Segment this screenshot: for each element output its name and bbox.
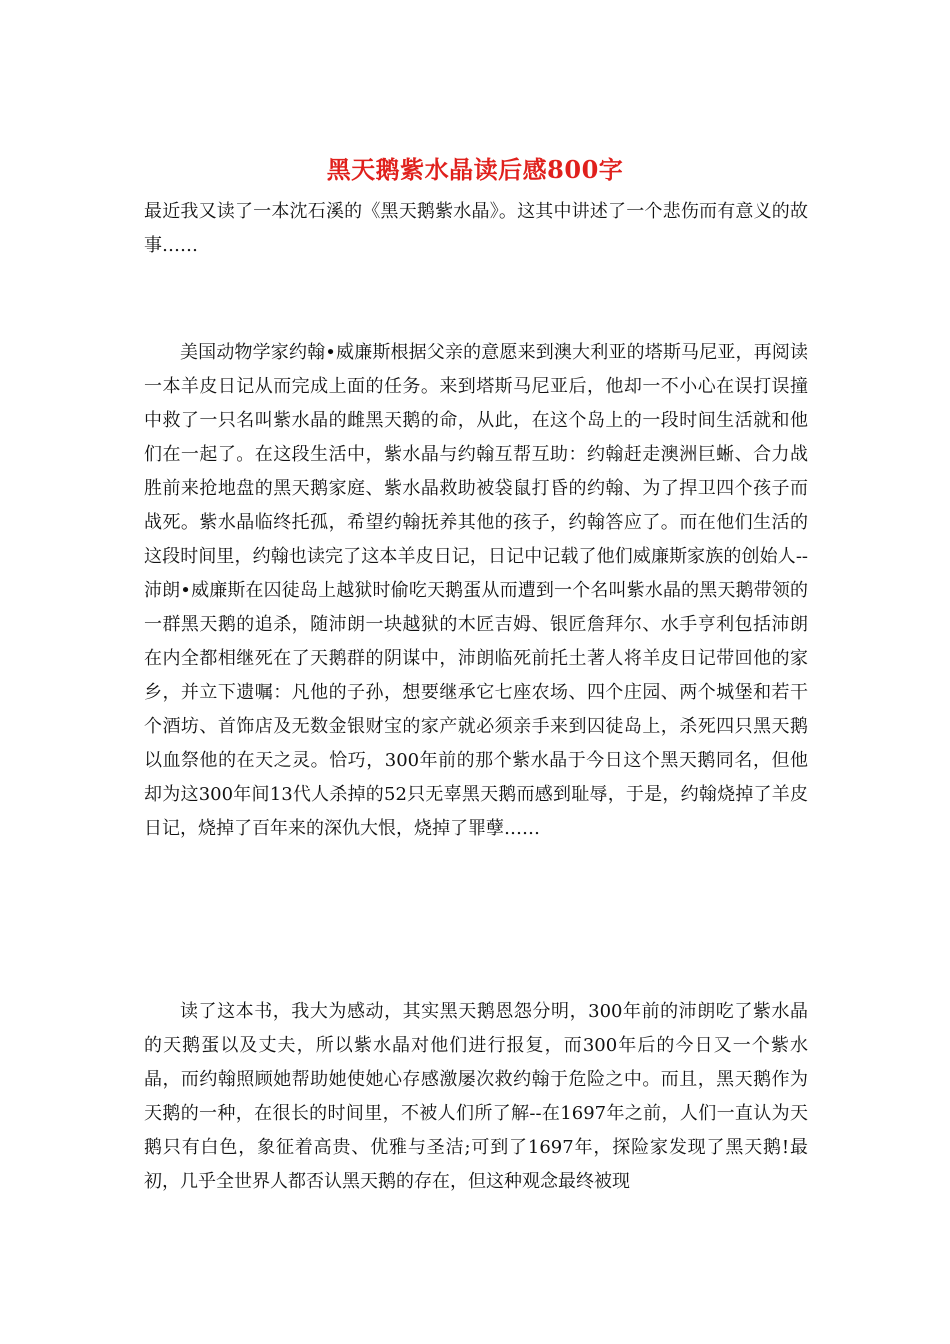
document-title: 黑天鹅紫水晶读后感800字 [326, 155, 624, 184]
intro-paragraph: 最近我又读了一本沈石溪的《黑天鹅紫水晶》。这其中讲述了一个悲伤而有意义的故事…… [144, 201, 808, 256]
summary-paragraph: 美国动物学家约翰•威廉斯根据父亲的意愿来到澳大利亚的塔斯马尼亚，再阅读一本羊皮日记从而完成上面的任务。来到塔斯马尼亚后，他却一不小心在误打误撞中救了一只名叫紫水晶的雌黑天鹅的命，从此，在这个岛上的一段时间生活就和他们在一起了。在这段生活中，紫水晶与约翰互帮互助：约翰赶走澳洲巨蜥、合力战胜前来抢地盘的黑天鹅家庭、紫水晶救助被袋鼠打昏的约翰、为了捍卫四个孩子而战死。紫水晶临终托孤，希望约翰抚养其他的孩子，约翰答应了。而在他们生活的这段时间里，约翰也读完了这本羊皮日记，日记中记载了他们威廉斯家族的创始人--沛朗•威廉斯在囚徒岛上越狱时偷吃天鹅蛋从而遭到一个名叫紫水晶的黑天鹅带领的一群黑天鹅的追杀，随沛朗一块越狱的木匠吉姆、银匠詹拜尔、水手亨利包括沛朗在内全都相继死在了天鹅群的阴谋中，沛朗临死前托土著人将羊皮日记带回他的家乡，并立下遗嘱：凡他的子孙，想要继承它七座农场、四个庄园、两个城堡和若干个酒坊、首饰店及无数金银财宝的家产就必须亲手来到囚徒岛上，杀死四只黑天鹅以血祭他的在天之灵。恰巧，300年前的那个紫水晶于今日这个黑天鹅同名，但他却为这300年间13代人杀掉的52只无辜黑天鹅而感到耻辱，于是，约翰烧掉了羊皮日记，烧掉了百年来的深仇大恨，烧掉了罪孽…… [144, 342, 808, 839]
reflection-paragraph: 读了这本书，我大为感动，其实黑天鹅恩怨分明，300年前的沛朗吃了紫水晶的天鹅蛋以及丈夫，所以紫水晶对他们进行报复，而300年后的今日又一个紫水晶，而约翰照顾她帮助她使她心存感激屡次救约翰于危险之中。而且，黑天鹅作为天鹅的一种，在很长的时间里，不被人们所了解--在1697年之前，人们一直认为天鹅只有白色，象征着高贵、优雅与圣洁;可到了1697年，探险家发现了黑天鹅!最初，几乎全世界人都否认黑天鹅的存在，但这种观念最终被现 [144, 1001, 808, 1192]
